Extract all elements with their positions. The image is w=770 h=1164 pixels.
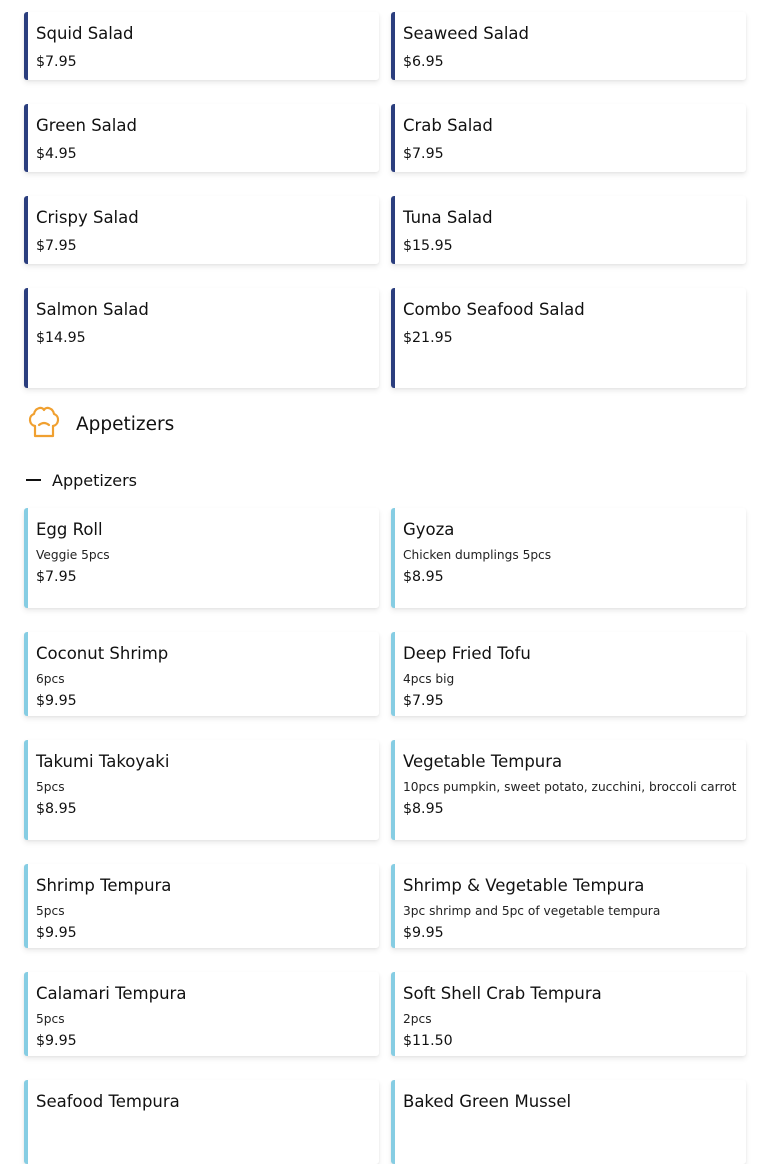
item-price: $21.95 [403,330,453,346]
item-name: Crispy Salad [36,208,139,227]
chef-hat-icon [26,405,62,443]
item-name: Shrimp & Vegetable Tempura [403,876,645,895]
item-name: Seafood Tempura [36,1092,180,1111]
item-name: Salmon Salad [36,300,149,319]
item-price: $11.50 [403,1033,453,1049]
item-name: Squid Salad [36,24,134,43]
item-price: $8.95 [403,569,444,585]
menu-item-card[interactable] [391,104,746,172]
category-label: Appetizers [52,470,137,490]
menu-item-card[interactable] [24,972,379,1056]
item-price: $9.95 [403,925,444,941]
appetizer-items-grid [24,508,746,1164]
item-price: $8.95 [403,801,444,817]
menu-item-card[interactable] [391,196,746,264]
section-header-appetizers [26,406,174,442]
menu-item-card[interactable] [24,632,379,716]
item-name: Shrimp Tempura [36,876,172,895]
menu-item-card[interactable] [24,864,379,948]
item-price: $6.95 [403,54,444,70]
item-description: 3pc shrimp and 5pc of vegetable tempura [403,904,661,918]
menu-item-card[interactable] [391,864,746,948]
item-description: Veggie 5pcs [36,548,110,562]
menu-item-card[interactable] [24,104,379,172]
collapse-icon [26,479,41,481]
menu-item-card[interactable] [24,12,379,80]
item-name: Seaweed Salad [403,24,530,43]
salad-items-grid [24,12,746,388]
item-price: $9.95 [36,925,77,941]
item-name: Takumi Takoyaki [36,752,170,771]
menu-item-card[interactable] [391,1080,746,1164]
item-description: 5pcs [36,904,65,918]
item-price: $14.95 [36,330,86,346]
menu-item-card[interactable] [391,972,746,1056]
item-price: $7.95 [36,569,77,585]
item-name: Calamari Tempura [36,984,187,1003]
item-name: Deep Fried Tofu [403,644,531,663]
item-price: $8.95 [36,801,77,817]
item-name: Gyoza [403,520,455,539]
item-name: Vegetable Tempura [403,752,563,771]
menu-item-card[interactable] [24,288,379,388]
item-price: $7.95 [403,146,444,162]
menu-item-card[interactable] [24,1080,379,1164]
item-description: 5pcs [36,780,65,794]
item-price: $15.95 [403,238,453,254]
item-name: Soft Shell Crab Tempura [403,984,602,1003]
category-toggle-appetizers[interactable] [26,468,137,492]
item-price: $4.95 [36,146,77,162]
menu-item-card[interactable] [391,508,746,608]
menu-item-card[interactable] [391,12,746,80]
menu-item-card[interactable] [24,740,379,840]
item-name: Crab Salad [403,116,493,135]
item-name: Combo Seafood Salad [403,300,585,319]
menu-item-card[interactable] [24,196,379,264]
menu-item-card[interactable] [391,632,746,716]
item-price: $9.95 [36,693,77,709]
item-name: Baked Green Mussel [403,1092,572,1111]
menu-item-card[interactable] [391,740,746,840]
item-description: 2pcs [403,1012,432,1026]
item-description: 6pcs [36,672,65,686]
section-title: Appetizers [76,413,175,435]
item-description: 4pcs big [403,672,455,686]
item-price: $7.95 [36,238,77,254]
menu-item-card[interactable] [24,508,379,608]
item-name: Green Salad [36,116,137,135]
item-description: 5pcs [36,1012,65,1026]
item-name: Coconut Shrimp [36,644,169,663]
item-description: Chicken dumplings 5pcs [403,548,552,562]
item-price: $9.95 [36,1033,77,1049]
item-name: Tuna Salad [403,208,493,227]
item-price: $7.95 [36,54,77,70]
item-name: Egg Roll [36,520,103,539]
item-price: $7.95 [403,693,444,709]
item-description: 10pcs pumpkin, sweet potato, zucchini, broccoli carrot [403,780,737,794]
menu-item-card[interactable] [391,288,746,388]
